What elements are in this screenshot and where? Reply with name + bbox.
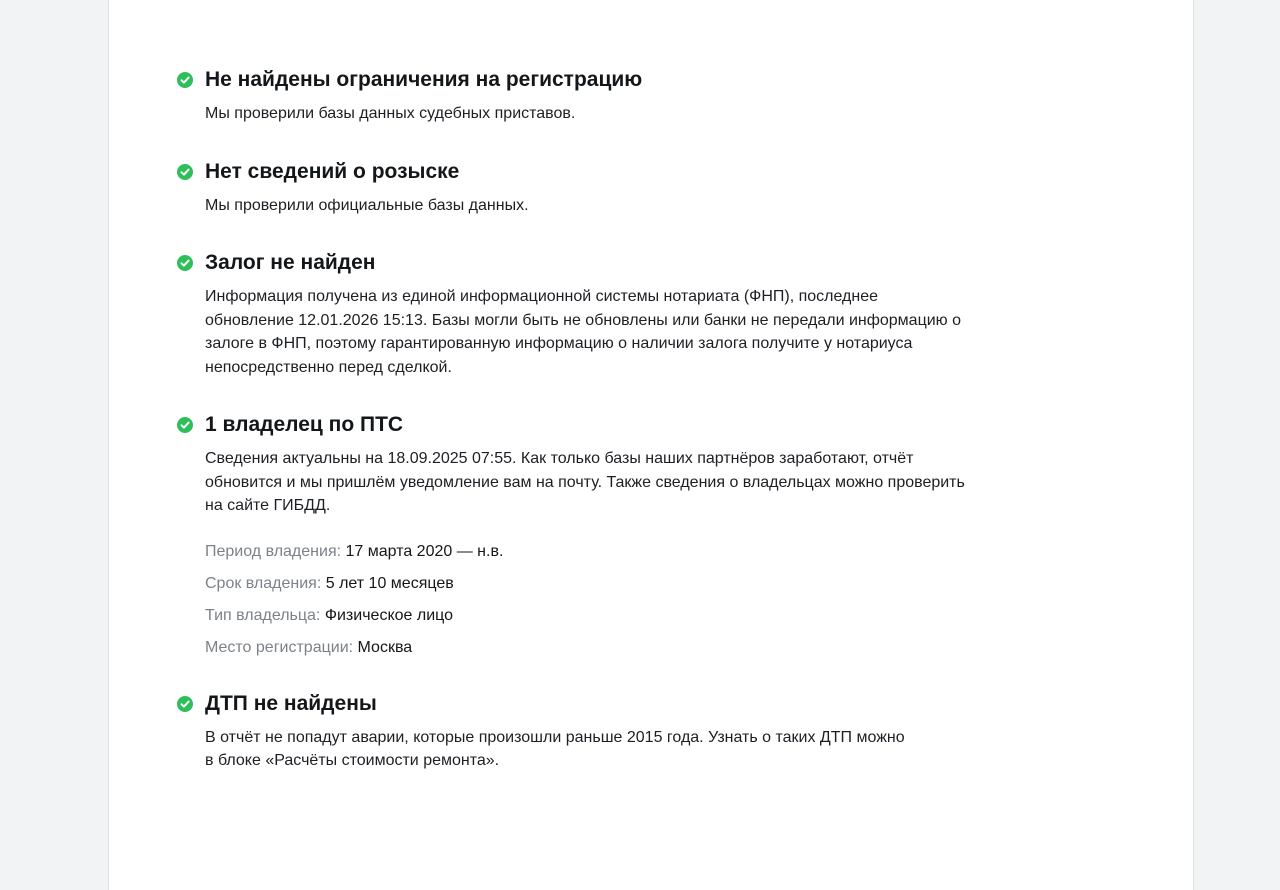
check-circle-icon — [177, 72, 193, 88]
check-item-accidents — [177, 690, 1097, 773]
check-description — [205, 285, 1097, 379]
checks-list — [177, 66, 1097, 773]
detail-ownership-term — [205, 574, 1097, 594]
check-circle-icon — [177, 255, 193, 271]
check-title: Не найдены ограничения на регистрацию — [205, 68, 643, 91]
check-item-registration — [177, 66, 1097, 126]
check-description — [205, 447, 1097, 518]
text-line: обновится и мы пришлём уведомление вам на почту. Также сведения о владельцах можно проверить — [205, 473, 965, 491]
detail-value: 5 лет 10 месяцев — [325, 574, 454, 592]
text-line: Сведения актуальны на 18.09.2025 07:55. Как только базы наших партнёров заработают, отчёт — [205, 450, 914, 467]
detail-value: 17 марта 2020 — н.в. — [345, 542, 504, 560]
check-description: Мы проверили базы данных судебных приставов. — [205, 105, 576, 122]
check-circle-icon — [177, 164, 193, 180]
report-panel — [108, 0, 1194, 890]
check-circle-icon — [177, 417, 193, 433]
text-line: В отчёт не попадут аварии, которые произошли раньше 2015 года. Узнать о таких ДТП можно — [205, 728, 905, 746]
check-description — [205, 726, 1097, 773]
check-item-pledge — [177, 249, 1097, 379]
detail-label: Место регистрации: — [205, 638, 354, 656]
check-item-wanted — [177, 158, 1097, 218]
detail-registration-place — [205, 638, 1097, 658]
owner-details — [205, 542, 1097, 658]
text-line: непосредственно перед сделкой. — [205, 358, 452, 376]
check-circle-icon — [177, 696, 193, 712]
check-description: Мы проверили официальные базы данных. — [205, 196, 529, 214]
detail-label: Срок владения: — [205, 574, 322, 592]
detail-value: Физическое лицо — [324, 606, 454, 624]
text-line: залоге в ФНП, поэтому гарантированную информацию о наличии залога получите у нотариуса — [205, 335, 913, 352]
check-title: 1 владелец по ПТС — [205, 413, 404, 436]
text-line: обновление 12.01.2026 15:13. Базы могли быть не обновлены или банки не передали информацию о — [205, 311, 962, 329]
detail-label: Тип владельца: — [205, 606, 321, 624]
text-line: в блоке «Расчёты стоимости ремонта». — [205, 752, 500, 769]
check-item-owners — [177, 411, 1097, 658]
check-title: Залог не найден — [205, 251, 376, 274]
detail-owner-type — [205, 606, 1097, 626]
check-title: ДТП не найдены — [205, 691, 377, 715]
text-line: Информация получена из единой информационной системы нотариата (ФНП), последнее — [205, 288, 879, 305]
detail-ownership-period — [205, 542, 1097, 562]
detail-label: Период владения: — [205, 542, 342, 560]
text-line: на сайте ГИБДД. — [205, 497, 331, 514]
detail-value: Москва — [357, 638, 413, 656]
check-title: Нет сведений о розыске — [205, 159, 460, 183]
